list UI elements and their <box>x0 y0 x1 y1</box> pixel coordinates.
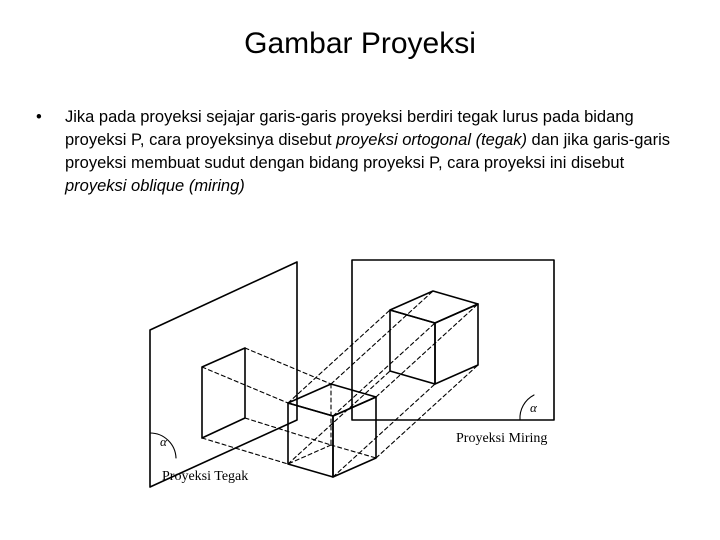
bullet-item <box>36 106 676 198</box>
front-cube <box>288 384 376 477</box>
label-proyeksi-tegak: Proyeksi Tegak <box>162 469 249 484</box>
bullet-text-italic-oblique: proyeksi oblique (miring) <box>65 177 245 195</box>
oblique-projection-lines <box>288 291 478 477</box>
bullet-text-part1: Jika pada proyeksi sejajar garis-garis proyeksi berdiri tegak lurus pada bidang proyeksi P, cara proyeksinya disebut <box>65 108 634 149</box>
bullet-text-italic-ortogonal: proyeksi ortogonal (tegak) <box>336 131 527 149</box>
projection-diagram <box>140 240 580 500</box>
bullet-mark: • <box>36 108 42 126</box>
right-projection-plane <box>352 260 554 420</box>
bullet-text <box>65 106 676 198</box>
orthogonal-projection-lines <box>202 348 331 464</box>
slide-title: Gambar Proyeksi <box>244 27 476 60</box>
label-proyeksi-miring: Proyeksi Miring <box>456 431 548 446</box>
bullet-text-part2: dan jika garis-garis proyeksi membuat sudut dengan bidang proyeksi P, cara proyeksi ini disebut <box>65 131 670 172</box>
left-projected-face <box>202 348 245 438</box>
angle-label-right: α <box>530 400 537 415</box>
left-projection-plane <box>150 262 297 487</box>
rear-cube <box>390 291 478 384</box>
angle-label-left: α <box>160 434 167 449</box>
